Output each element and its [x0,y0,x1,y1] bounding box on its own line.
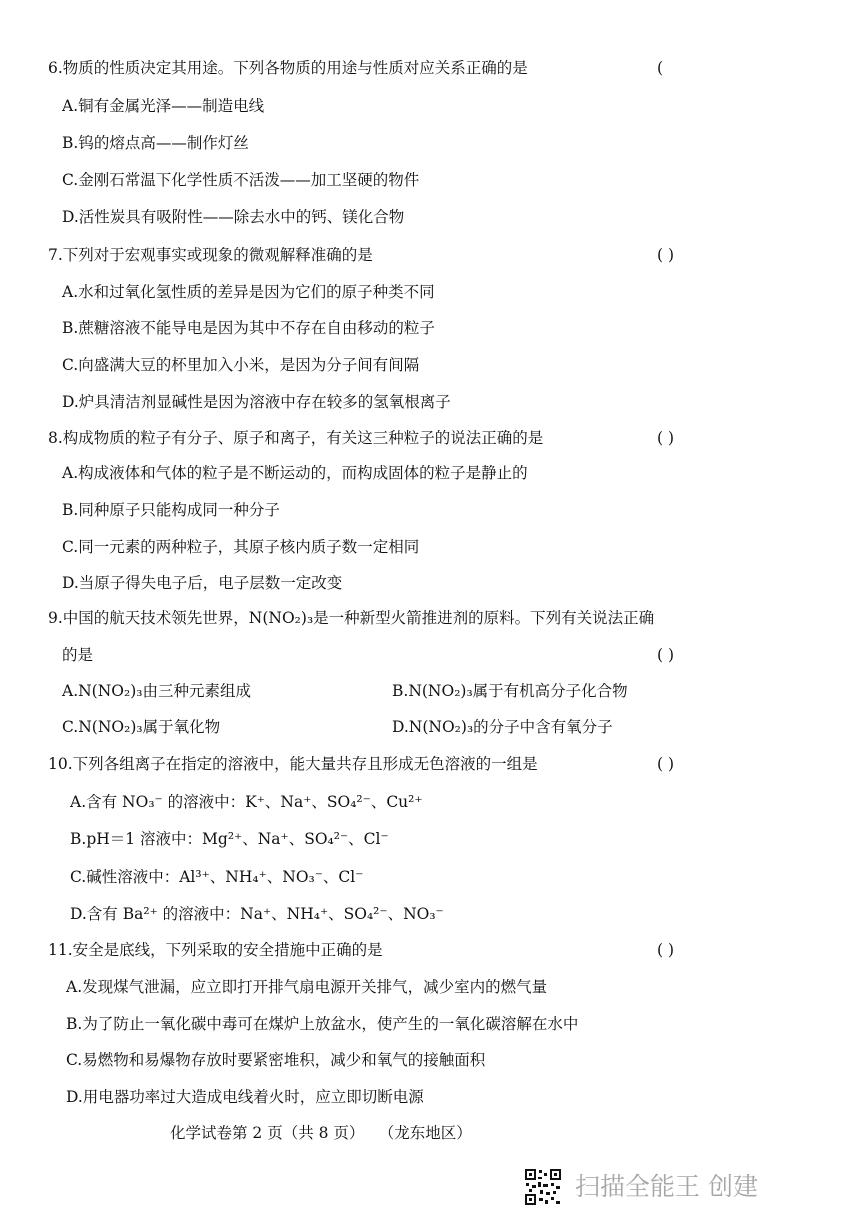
option-d: D.含有 Ba²⁺ 的溶液中：Na⁺、NH₄⁺、SO₄²⁻、NO₃⁻ [70,905,444,923]
option-c: C.向盛满大豆的杯里加入小米，是因为分子间有间隔 [62,356,420,374]
option-b: B.钨的熔点高——制作灯丝 [62,134,249,152]
option-a: A.水和过氧化氢性质的差异是因为它们的原子种类不同 [62,283,435,301]
option-c: C.易燃物和易爆物存放时要紧密堆积，减少和氧气的接触面积 [66,1051,486,1069]
question-number: 8. [48,429,63,447]
option-b: B.蔗糖溶液不能导电是因为其中不存在自由移动的粒子 [62,319,435,337]
option-a: A.构成液体和气体的粒子是不断运动的，而构成固体的粒子是静止的 [62,464,528,482]
question-stem-text: 下列各组离子在指定的溶液中，能大量共存且形成无色溶液的一组是 [72,755,538,773]
qr-code-icon [524,1168,562,1206]
question-6-stem [48,58,528,78]
option-a: A.含有 NO₃⁻ 的溶液中：K⁺、Na⁺、SO₄²⁻、Cu²⁺ [70,793,423,811]
answer-parenthesis: ( ) [657,755,675,773]
option-a: A.N(NO₂)₃由三种元素组成 [62,682,251,700]
question-number: 11. [48,941,73,959]
option-d: D.N(NO₂)₃的分子中含有氧分子 [392,718,613,736]
option-a: A.发现煤气泄漏，应立即打开排气扇电源开关排气，减少室内的燃气量 [66,978,548,996]
question-stem-text: 下列对于宏观事实或现象的微观解释准确的是 [62,246,373,264]
option-a: A.铜有金属光泽——制造电线 [62,97,265,115]
question-9-stem [48,608,654,628]
option-b: B.pH＝1 溶液中：Mg²⁺、Na⁺、SO₄²⁻、Cl⁻ [70,830,389,848]
page-footer [170,1123,494,1143]
question-number: 10. [48,755,73,773]
option-c: C.碱性溶液中：Al³⁺、NH₄⁺、NO₃⁻、Cl⁻ [70,868,364,886]
question-8-stem [48,428,543,448]
option-c: C.同一元素的两种粒子，其原子核内质子数一定相同 [62,538,420,556]
option-d: D.炉具清洁剂显碱性是因为溶液中存在较多的氢氧根离子 [62,393,451,411]
question-10-stem [48,754,538,774]
region-label: （龙东地区） [386,1124,472,1142]
question-stem-text: 构成物质的粒子有分子、原子和离子，有关这三种粒子的说法正确的是 [62,429,544,447]
question-stem-text: 物质的性质决定其用途。下列各物质的用途与性质对应关系正确的是 [62,59,528,77]
question-7-stem [48,245,373,265]
question-11-stem [48,940,383,960]
option-c: C.N(NO₂)₃属于氧化物 [62,718,221,736]
scanner-watermark: 扫描全能王 创建 [575,1172,758,1201]
option-c: C.金刚石常温下化学性质不活泼——加工坚硬的物件 [62,171,420,189]
question-number: 6. [48,59,63,77]
option-d: D.用电器功率过大造成电线着火时，应立即切断电源 [66,1088,424,1106]
answer-parenthesis: ( [657,59,664,77]
page-number-label: 化学试卷第 2 页（共 8 页） [170,1124,365,1142]
option-d: D.活性炭具有吸附性——除去水中的钙、镁化合物 [62,208,405,226]
answer-parenthesis: ( ) [657,941,675,959]
question-stem-text: 安全是底线，下列采取的安全措施中正确的是 [72,941,383,959]
option-b: B.N(NO₂)₃属于有机高分子化合物 [392,682,628,700]
answer-parenthesis: ( ) [657,429,675,447]
question-number: 7. [48,246,63,264]
option-d: D.当原子得失电子后，电子层数一定改变 [62,574,343,592]
option-b: B.为了防止一氧化碳中毒可在煤炉上放盆水，使产生的一氧化碳溶解在水中 [66,1015,579,1033]
answer-parenthesis: ( ) [657,246,675,264]
question-stem-text: 中国的航天技术领先世界，N(NO₂)₃是一种新型火箭推进剂的原料。下列有关说法正确 [62,609,655,627]
answer-parenthesis: ( ) [657,646,675,664]
option-b: B.同种原子只能构成同一种分子 [62,501,280,519]
question-number: 9. [48,609,63,627]
question-9-stem-continued: 的是 [62,646,94,664]
